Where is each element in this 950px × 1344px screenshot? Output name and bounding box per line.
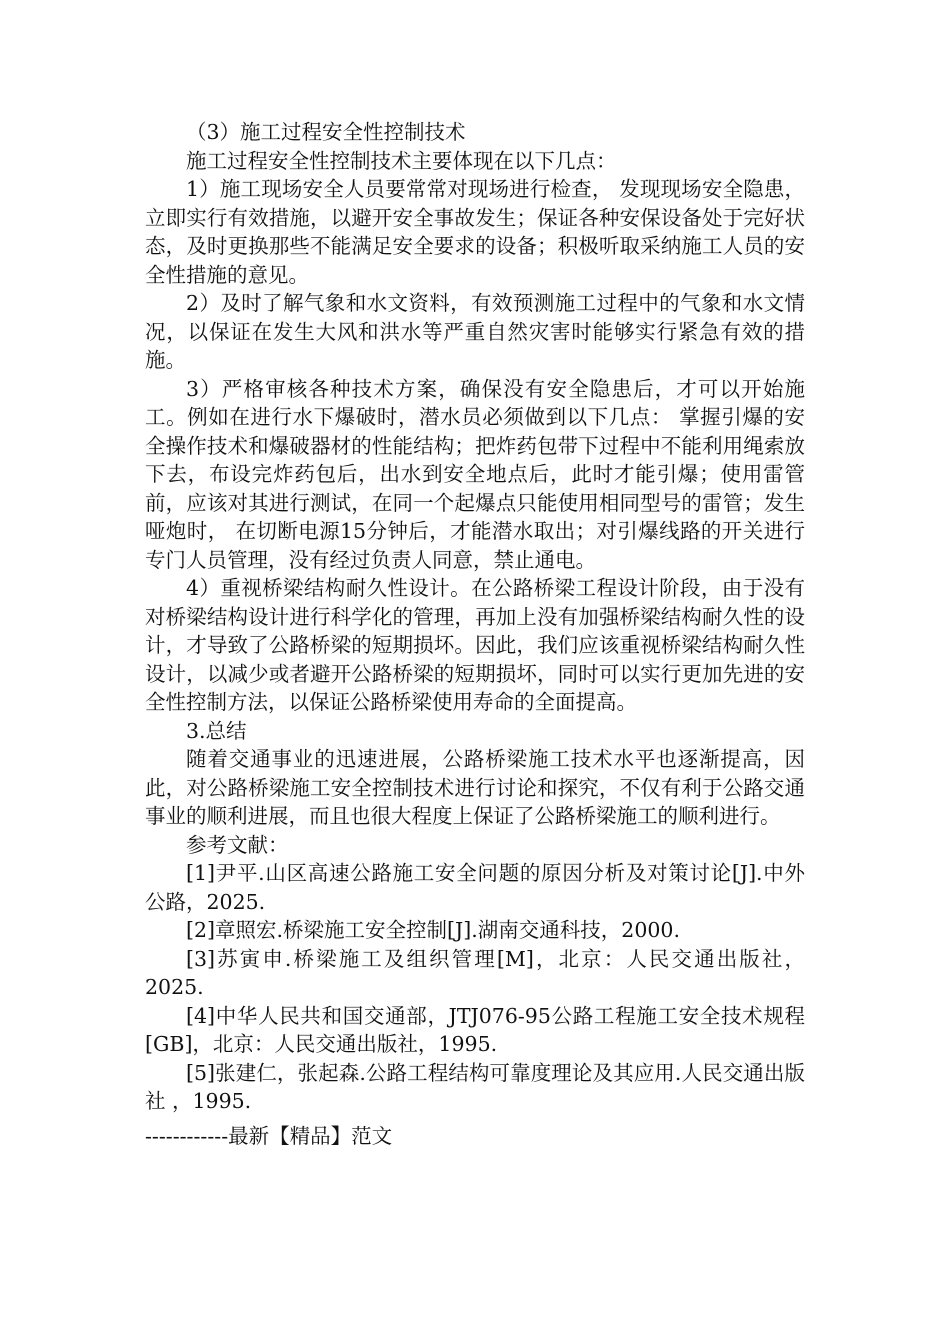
reference-item: [4]中华人民共和国交通部，JTJ076-95公路工程施工安全技术规程[GB]，北京：人民交通出版社，1995. bbox=[145, 1003, 805, 1056]
intro-paragraph: 施工过程安全性控制技术主要体现在以下几点： bbox=[186, 148, 617, 173]
point-3-paragraph: 3）严格审核各种技术方案，确保没有安全隐患后，才可以开始施工。例如在进行水下爆破时，潜水员必须做到以下几点： 掌握引爆的安全操作技术和爆破器材的性能结构；把炸药包带下过程中不能利用绳索放下去，布设完炸药包后，出水到安全地点后，此时才能引爆；使用雷管前，应该对其进行测试，在同一个起爆点只能使用相同型号的雷管；发生哑炮时， 在切断电源15分钟后，才能潜水取出；对引爆线路的开关进行专门人员管理，没有经过负责人同意，禁止通电。 bbox=[145, 376, 805, 572]
reference-item: [2]章照宏.桥梁施工安全控制[J].湖南交通科技，2000. bbox=[186, 918, 680, 942]
reference-item: [1]尹平.山区高速公路施工安全问题的原因分析及对策讨论[J].中外公路，2025. bbox=[145, 861, 805, 914]
document-body bbox=[145, 118, 805, 1116]
point-1-paragraph: 1）施工现场安全人员要常常对现场进行检查， 发现现场安全隐患， 立即实行有效措施，以避开安全事故发生；保证各种安保设备处于完好状态，及时更换那些不能满足安全要求的设备；积极听取采纳施工人员的安全性措施的意见。 bbox=[145, 177, 805, 287]
reference-item: [3]苏寅申.桥梁施工及组织管理[M]，北京：人民交通出版社，2025. bbox=[145, 946, 805, 999]
section-heading: （3）施工过程安全性控制技术 bbox=[186, 120, 466, 144]
references-heading: 参考文献： bbox=[186, 832, 289, 857]
point-2-paragraph: 2）及时了解气象和水文资料，有效预测施工过程中的气象和水文情况，以保证在发生大风和洪水等严重自然灾害时能够实行紧急有效的措施。 bbox=[145, 291, 805, 372]
reference-item: [5]张建仁，张起森.公路工程结构可靠度理论及其应用.人民交通出版社 ，1995. bbox=[145, 1060, 805, 1113]
summary-paragraph: 随着交通事业的迅速进展，公路桥梁施工技术水平也逐渐提高，因此，对公路桥梁施工安全控制技术进行讨论和探究，不仅有利于公路交通事业的顺利进展，而且也很大程度上保证了公路桥梁施工的顺利进行。 bbox=[145, 747, 805, 828]
summary-heading: 3.总结 bbox=[186, 718, 247, 743]
footer-text: ------------最新【精品】范文 bbox=[145, 1124, 393, 1148]
point-4-paragraph: 4）重视桥梁结构耐久性设计。在公路桥梁工程设计阶段，由于没有对桥梁结构设计进行科学化的管理，再加上没有加强桥梁结构耐久性的设计，才导致了公路桥梁的短期损坏。因此，我们应该重视桥梁结构耐久性设计，以减少或者避开公路桥梁的短期损坏，同时可以实行更加先进的安全性控制方法，以保证公路桥梁使用寿命的全面提高。 bbox=[145, 576, 805, 714]
